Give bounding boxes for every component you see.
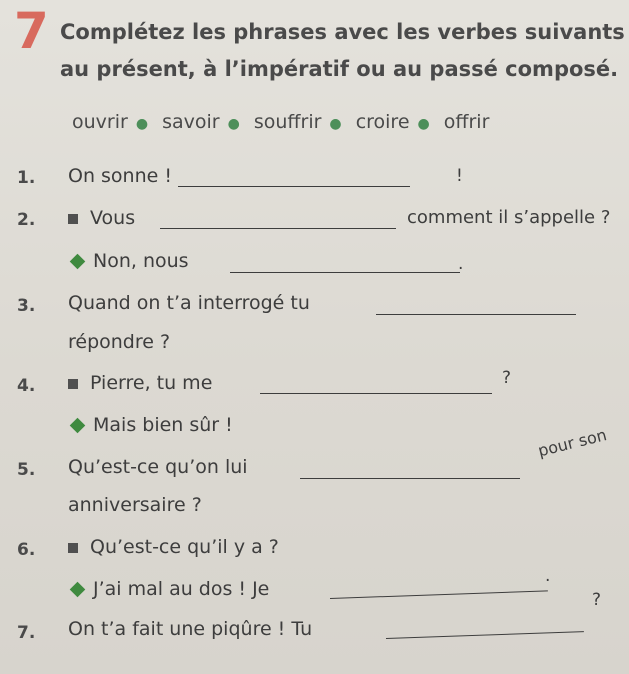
square-bullet-icon: [68, 379, 78, 389]
sentence-end: !: [456, 166, 463, 186]
answer-blank[interactable]: [260, 393, 492, 394]
diamond-bullet-icon: [70, 582, 86, 598]
sentence-text: Non, nous: [72, 250, 189, 272]
verb-item: croire: [355, 111, 410, 133]
square-bullet-icon: [68, 214, 78, 224]
item-number: 2.: [17, 210, 36, 230]
bullet-dot-icon: ●: [227, 116, 240, 132]
diamond-bullet-icon: [70, 254, 86, 270]
item-number: 5.: [17, 460, 36, 480]
answer-blank[interactable]: [178, 186, 410, 187]
item-number: 1.: [17, 168, 36, 188]
item-number: 6.: [17, 540, 36, 560]
sentence-end: .: [458, 254, 464, 274]
exercise-title-line1: Complétez les phrases avec les verbes suivants: [60, 20, 625, 44]
sentence-text: Qu’est-ce qu’il y a ?: [68, 536, 279, 558]
answer-blank[interactable]: [300, 478, 520, 479]
diamond-bullet-icon: [70, 418, 86, 434]
verb-item: offrir: [443, 111, 490, 133]
answer-blank[interactable]: [230, 272, 460, 273]
sentence-end: .: [545, 566, 551, 586]
sentence-text: J’ai mal au dos ! Je: [72, 578, 269, 600]
sentence-continuation: anniversaire ?: [68, 494, 202, 516]
item-number: 3.: [17, 296, 36, 316]
square-bullet-icon: [68, 543, 78, 553]
sentence-end: ?: [502, 368, 512, 388]
sentence-text: Qu’est-ce qu’on lui: [68, 456, 248, 478]
sentence-text: Pierre, tu me: [68, 372, 212, 394]
item-number: 4.: [17, 376, 36, 396]
answer-blank[interactable]: [376, 314, 576, 315]
item-number: 7.: [17, 623, 36, 643]
verb-item: savoir: [162, 111, 220, 133]
sentence-text: On sonne !: [68, 165, 172, 187]
sentence-text: Vous: [68, 207, 135, 229]
verb-list: [72, 111, 489, 133]
answer-blank[interactable]: [330, 590, 548, 599]
verb-item: souffrir: [253, 111, 322, 133]
sentence-end: ?: [592, 590, 602, 610]
bullet-dot-icon: ●: [135, 116, 149, 132]
exercise-number: 7: [14, 2, 49, 60]
sentence-text: Quand on t’a interrogé tu: [68, 292, 310, 314]
answer-blank[interactable]: [160, 228, 396, 229]
sentence-text: On t’a fait une piqûre ! Tu: [68, 618, 313, 640]
verb-item: ouvrir: [72, 111, 128, 133]
sentence-text: Mais bien sûr !: [72, 414, 233, 436]
answer-blank[interactable]: [386, 631, 584, 639]
bullet-dot-icon: ●: [417, 116, 430, 132]
exercise-title-line2: au présent, à l’impératif ou au passé composé.: [60, 57, 619, 81]
sentence-end: comment il s’appelle ?: [407, 207, 611, 228]
bullet-dot-icon: ●: [329, 116, 342, 132]
sentence-end: pour son: [536, 425, 609, 461]
sentence-continuation: répondre ?: [68, 331, 171, 353]
